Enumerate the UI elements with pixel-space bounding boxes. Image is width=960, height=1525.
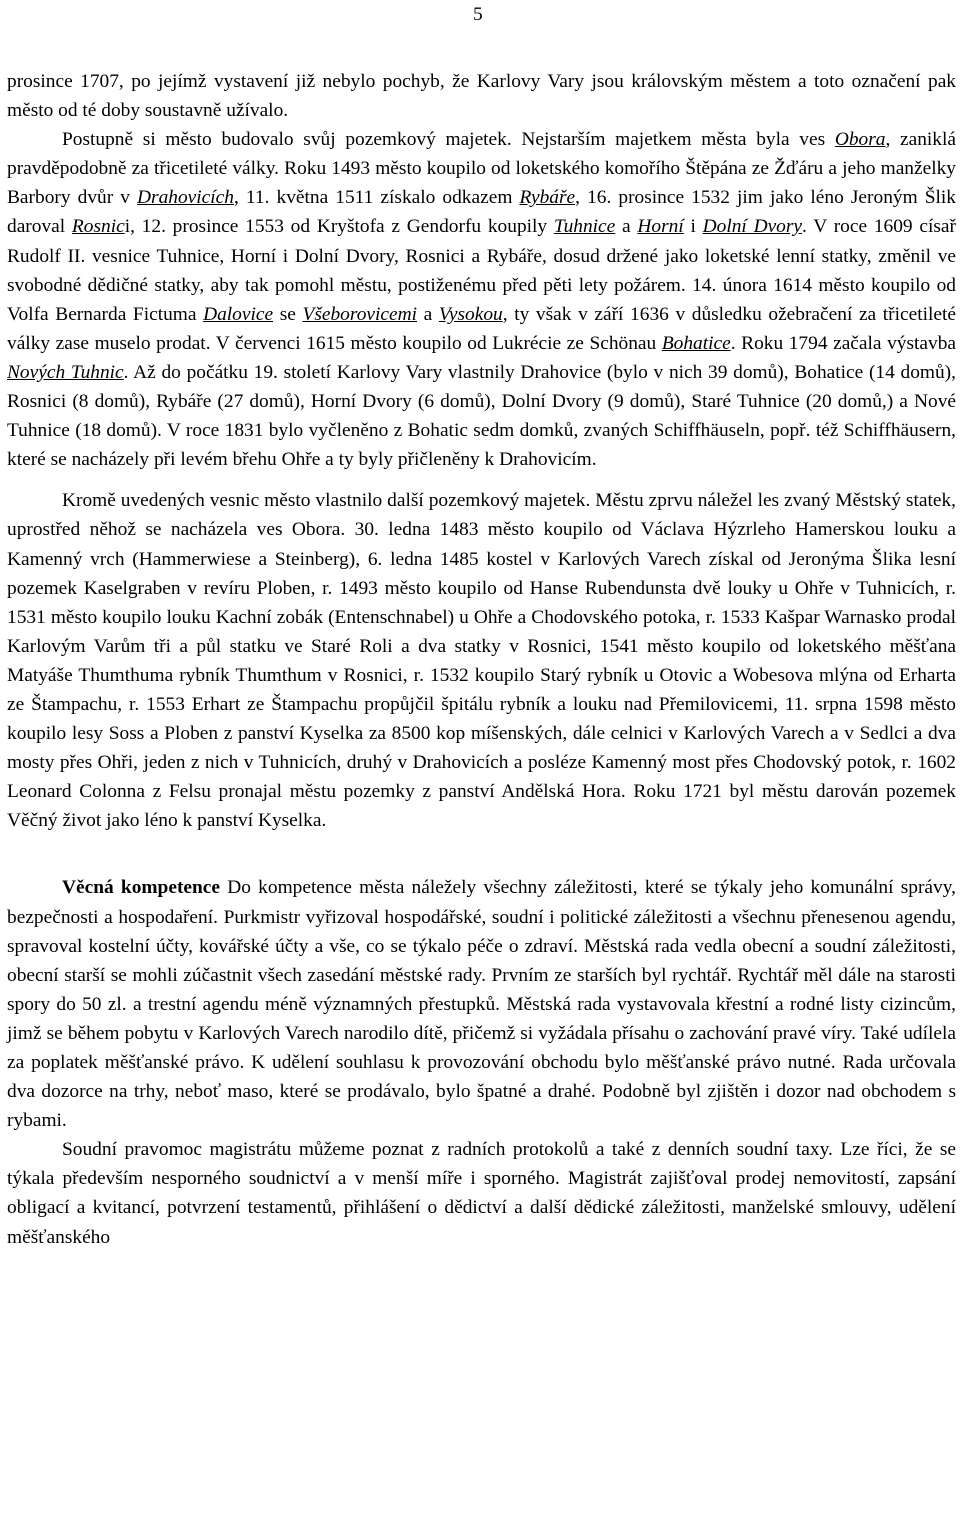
text-run: Do kompetence města náležely všechny záležitosti, které se týkaly jeho komunální správy, bezpečnosti a hospodaření. Purkmistr vyřizoval hospodářské, soudní i politické záležitosti a všechnu přenesenou agendu, spravoval kostelní účty, kovářské účty a vše, co se týkalo péče o zdraví. Městská rada vedla obecní a soudní záležitosti, obecní starší se mohli zúčastnit všech zasedání městské rady. Prvním ze starších byl rychtář. Rychtář měl dále na starosti spory do 50 zl. a trestní agendu méně významných přestupků. Městská rada vystavovala křestní a rodné listy cizincům, jimž se během pobytu v Karlových Varech narodilo dítě, přičemž si vyžádala přísahu o zachování pravé víry. Také udílela za poplatek měšťanské právo. K udělení souhlasu k provozování obchodu bylo měšťanské právo nutné. Rada určovala dva dozorce na trhy, neboť maso, které se prodávalo, bylo špatné a drahé. Podobně byl zjištěn i dozor nad obchodem s rybami. — [7, 877, 956, 1132]
text-run: Kromě uvedených vesnic město vlastnilo další pozemkový majetek. Městu zprvu náležel les zvaný Městský statek, uprostřed něhož se nacházela ves Obora. 30. ledna 1483 město koupilo od Václava Hýzrleho Hamerskou louku a Kamenný vrch (Hammerwiese a Steinberg), 6. ledna 1485 kostel v Karlových Varech získal od Jeronýma Šlika lesní pozemek Kaselgraben v revíru Ploben, r. 1493 město koupilo od Hanse Rubendunsta dvě louky u Ohře v Tuhnicích, r. 1531 město koupilo louku Kachní zobák (Entenschnabel) u Ohře a Chodovského potoka, r. 1533 Kašpar Warnasko prodal Karlovým Varům tři a půl statku ve Staré Roli a dva statky v Rosnici, 1541 město koupilo od loketského měšťana Matyáše Thumthuma rybník Thumthum v Rosnici, r. 1532 koupilo Starý rybník u Otovic a Wobesova mlýna od Erharta ze Štampachu, r. 1553 Erhart ze Štampachu propůjčil špitálu rybník a louku nad Přemilovicemi, 11. srpna 1598 město koupilo lesy Soss a Ploben z panství Kyselka za 8500 kop míšenských, dále celnici v Karlových Varech a v Sedlci a dva mosty přes Ohři, jeden z nich v Tuhnicích, druhý v Drahovicích a posléze Kamenný most přes Chodovský potok, r. 1602 Leonard Colonna z Felsu pronajal městu pozemky z panství Andělská Hora. Roku 1721 byl městu darován pozemek Věčný život jako léno k panství Kyselka. — [7, 490, 956, 832]
paragraph-gap — [7, 835, 956, 873]
paragraph-p1 — [7, 67, 956, 125]
text-run: . Roku 1794 začala výstavba — [730, 332, 956, 354]
place-name: Rybáře — [519, 187, 576, 209]
place-name: Dolní Dvory — [702, 216, 803, 238]
place-name: Horní — [637, 216, 684, 238]
place-name: Rosnic — [71, 216, 125, 238]
paragraph-p4 — [7, 873, 956, 1135]
paragraph-p2 — [7, 125, 956, 474]
text-run: , 16. prosince 1532 jim jako léno Jeroným Šlik daroval — [7, 187, 956, 238]
text-run: a — [615, 216, 638, 238]
text-run: a — [417, 303, 439, 325]
place-name: Dalovice — [203, 303, 274, 325]
body-text — [7, 0, 956, 1252]
text-run: i — [683, 216, 703, 238]
text-run: se — [273, 303, 303, 325]
text-run: . V roce 1609 císař Rudolf II. vesnice Tuhnice, Horní i Dolní Dvory, Rosnici a Rybáře, dosud držené jako loketské lenní statky, změnil ve svobodné dědičné statky, aby tak pomohl městu, postiženému před pěti lety požárem. 14. února 1614 město koupilo od Volfa Bernarda Fictuma — [7, 216, 956, 325]
text-run: Soudní pravomoc magistrátu můžeme poznat z radních protokolů a také z denních soudní taxy. Lze říci, že se týkala především nesporného soudnictví a v menší míře i sporného. Magistrát zajišťoval prodej nemovitostí, zapsání obligací a kvitancí, potvrzení testamentů, přihlášení o dědictví a další dědické záležitosti, manželské smlouvy, udělení měšťanského — [7, 1139, 956, 1248]
place-name: Obora — [834, 129, 886, 151]
page-number: 5 — [473, 4, 483, 25]
place-name: Vysokou — [438, 303, 503, 325]
text-run: i, 12. prosince 1553 od Kryštofa z Gendorfu koupily — [124, 216, 554, 238]
text-run: , ty však v září 1636 v důsledku ožebračení za třicetileté války zase muselo prodat. V červenci 1615 město koupilo od Lukrécie ze Schönau — [7, 303, 956, 354]
paragraph-gap — [7, 474, 956, 486]
paragraph-p3 — [7, 486, 956, 835]
place-name: Drahovicích — [137, 187, 234, 209]
text-run: Postupně si město budovalo svůj pozemkový majetek. Nejstarším majetkem města byla ves — [62, 129, 835, 151]
text-run: prosince 1707, po jejímž vystavení již nebylo pochyb, že Karlovy Vary jsou královským městem a toto označení pak město od té doby soustavně užívalo. — [7, 71, 956, 122]
place-name: Nových Tuhnic — [7, 361, 124, 383]
paragraph-p5 — [7, 1135, 956, 1251]
text-run: , zaniklá pravděpodobně za třicetileté války. Roku 1493 město koupilo od loketského komořího Štěpána ze Žďáru a jeho manželky Barbory dvůr v — [7, 129, 956, 209]
place-name: Bohatice — [661, 332, 731, 354]
text-run: . Až do počátku 19. století Karlovy Vary vlastnily Drahovice (bylo v nich 39 domů), Bohatice (14 domů), Rosnici (8 domů), Rybáře (27 domů), Horní Dvory (6 domů), Dolní Dvory (9 domů), Staré Tuhnice (20 domů,) a Nové Tuhnice (18 domů). V roce 1831 bylo vyčleněno z Bohatic sedm domků, zvaných Schiffhäuseln, popř. též Schiffhäusern, které se nacházely při levém břehu Ohře a ty byly přičleněny k Drahovicím. — [7, 361, 956, 471]
section-heading: Věcná kompetence — [62, 877, 221, 899]
place-name: Tuhnice — [553, 216, 616, 238]
place-name: Všeborovicemi — [302, 303, 417, 325]
text-run: , 11. května 1511 získalo odkazem — [233, 187, 520, 209]
